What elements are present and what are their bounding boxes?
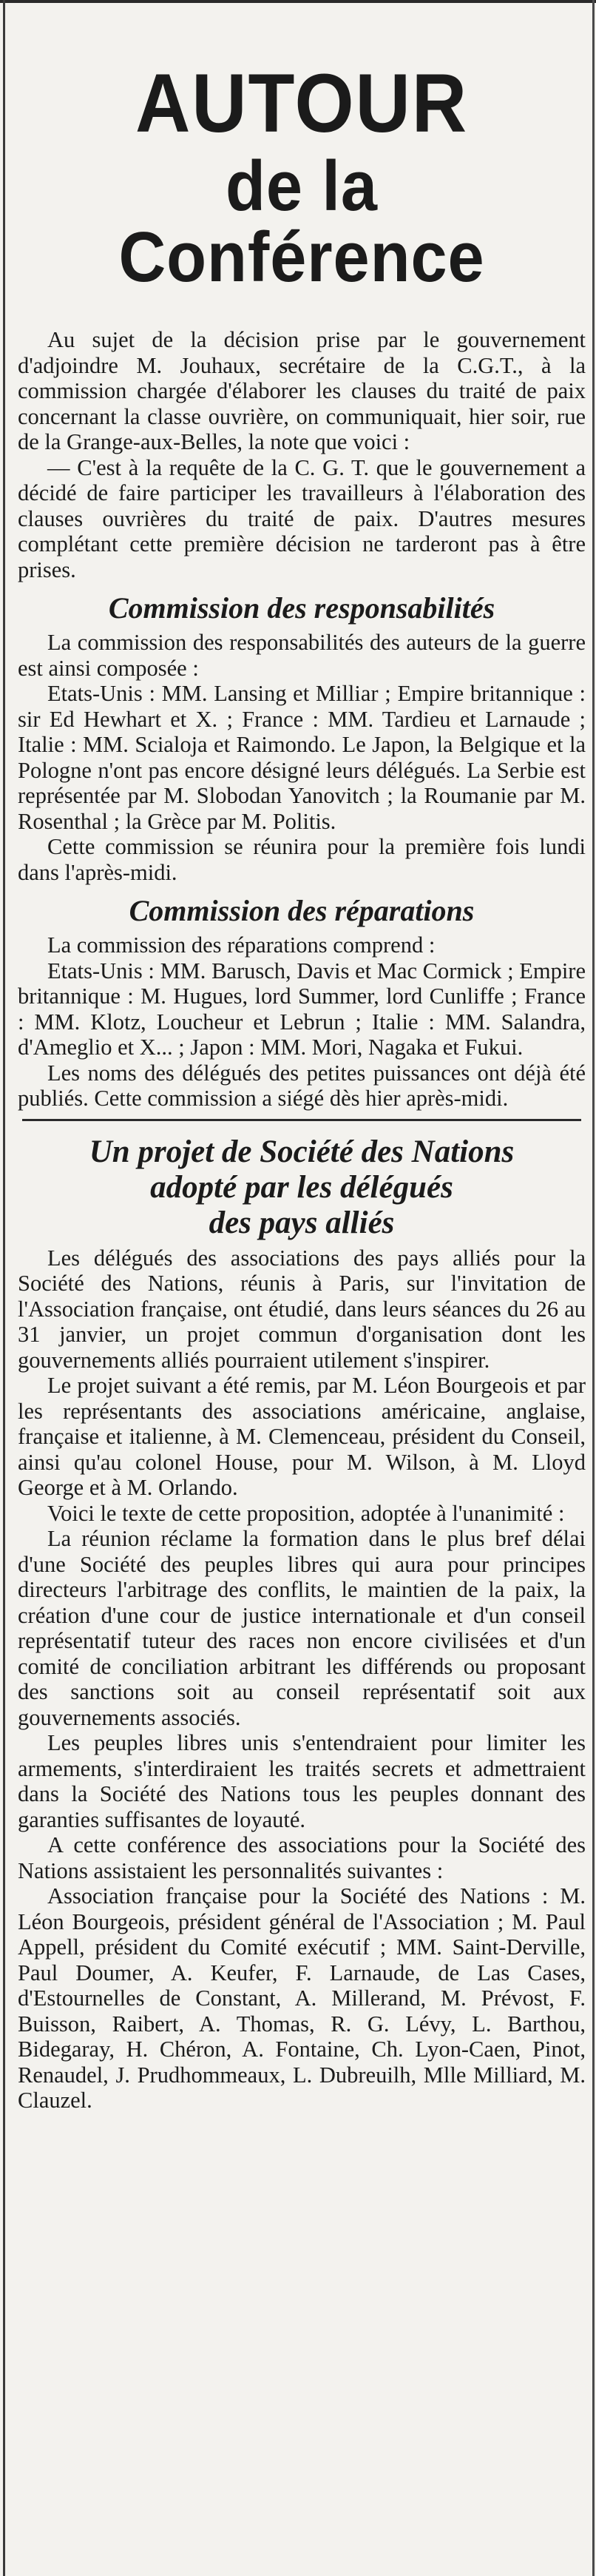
- societe-paragraph-7: Association française pour la Société des Nations : M. Léon Bourgeois, président général de l'Association ; M. Paul Appell, président du Comité exécutif ; MM. Saint-Derville, Paul Doumer, A. Keufer, F. Larnaude, de Las Cases, d'Estournelles de Constant, A. Millerand, M. Prévost, F. Buisson, Raibert, A. Thomas, R. G. Lévy, L. Barthou, Bidegaray, H. Chéron, A. Fontaine, Ch. Lyon-Caen, Pinot, Renaudel, J. Prudhommeaux, L. Dubreuilh, Mlle Milliard, M. Clauzel.: [18, 1883, 586, 2113]
- societe-heading-line-3: des pays alliés: [209, 1205, 395, 1240]
- societe-paragraph-6: A cette conférence des associations pour la Société des Nations assistaient les personnalités suivantes :: [18, 1832, 586, 1883]
- responsabilites-paragraph-1: La commission des responsabilités des auteurs de la guerre est ainsi composée :: [18, 630, 586, 681]
- reparations-paragraph-3: Les noms des délégués des petites puissances ont déjà été publiés. Cette commission a siégé dès hier après-midi.: [18, 1060, 586, 1111]
- reparations-section: [18, 894, 586, 1112]
- headline-line-2: de la Conférence: [118, 147, 485, 297]
- responsabilites-paragraph-3: Cette commission se réunira pour la première fois lundi dans l'après-midi.: [18, 834, 586, 885]
- left-rule: [3, 0, 5, 2576]
- societe-paragraph-3: Voici le texte de cette proposition, adoptée à l'unanimité :: [47, 1500, 565, 1526]
- societe-paragraph-1: Les délégués des associations des pays alliés pour la Société des Nations, réunis à Paris, sur l'invitation de l'Association française, ont étudié, dans leurs séances du 26 au 31 janvier, un projet commun d'organisation dont les gouvernements alliés pourraient utilement s'inspirer.: [18, 1245, 586, 1373]
- societe-paragraph-4: La réunion réclame la formation dans le plus bref délai d'une Société des peuples libres qui aura pour principes directeurs l'arbitrage des conflits, le maintien de la paix, la création d'une cour de justice internationale et d'un conseil représentatif tuteur des races non encore civilisées et d'un comité de conciliation arbitrant les différends ou proposant des sanctions soit au conseil représentatif soit aux gouvernements associés.: [18, 1526, 586, 1730]
- section-divider: [22, 1119, 581, 1121]
- societe-heading-line-2: adopté par les délégués: [150, 1169, 453, 1205]
- headline-line-1: AUTOUR: [135, 57, 468, 149]
- societe-paragraph-5: Les peuples libres unis s'entendraient pour limiter les armements, s'interdiraient les traités secrets et admettraient dans la Société des Nations tous les peuples donnant des garanties suffisantes de loyauté.: [18, 1730, 586, 1832]
- intro-section: [18, 327, 586, 582]
- top-rule: [0, 0, 596, 3]
- reparations-paragraph-1: La commission des réparations comprend :: [47, 932, 436, 958]
- responsabilites-paragraph-2: Etats-Unis : MM. Lansing et Milliar ; Empire britannique : sir Ed Hewhart et X. ; France : MM. Tardieu et Larnaude ; Italie : MM. Scialoja et Raimondo. Le Japon, la Belgique et la Pologne n'ont pas encore désigné leurs délégués. La Serbie est représentée par M. Slobodan Yanovitch ; la Roumanie par M. Rosenthal ; la Grèce par M. Politis.: [18, 681, 586, 834]
- societe-paragraph-2: Le projet suivant a été remis, par M. Léon Bourgeois et par les représentants des associations américaine, anglaise, française et italienne, à M. Clemenceau, président du Conseil, ainsi qu'au colonel House, pour M. Wilson, à M. Lloyd George et à M. Orlando.: [18, 1373, 586, 1500]
- responsabilites-section: [18, 591, 586, 885]
- intro-paragraph: Au sujet de la décision prise par le gouvernement d'adjoindre M. Jouhaux, secrétaire de la C.G.T., à la commission chargée d'élaborer les clauses du traité de paix concernant la classe ouvrière, on communiquait, hier soir, rue de la Grange-aux-Belles, la note que voici :: [18, 327, 586, 454]
- reparations-paragraph-2: Etats-Unis : MM. Barusch, Davis et Mac Cormick ; Empire britannique : M. Hugues, lord Summer, lord Cunliffe ; France : MM. Klotz, Loucheur et Lebrun ; Italie : MM. Salandra, d'Ameglio et X... ; Japon : MM. Mori, Nagaka et Fukui.: [18, 958, 586, 1060]
- right-rule: [592, 0, 595, 2576]
- societe-section: [18, 1134, 586, 2113]
- responsabilites-heading: Commission des responsabilités: [108, 591, 495, 625]
- cgt-note-paragraph: — C'est à la requête de la C. G. T. que le gouvernement a décidé de faire participer les travailleurs à l'élaboration des clauses ouvrières du traité de paix. D'autres mesures complétant cette première décision ne tarderont pas à être prises.: [18, 454, 586, 582]
- reparations-heading: Commission des réparations: [129, 894, 475, 927]
- societe-heading-line-1: Un projet de Société des Nations: [89, 1134, 515, 1169]
